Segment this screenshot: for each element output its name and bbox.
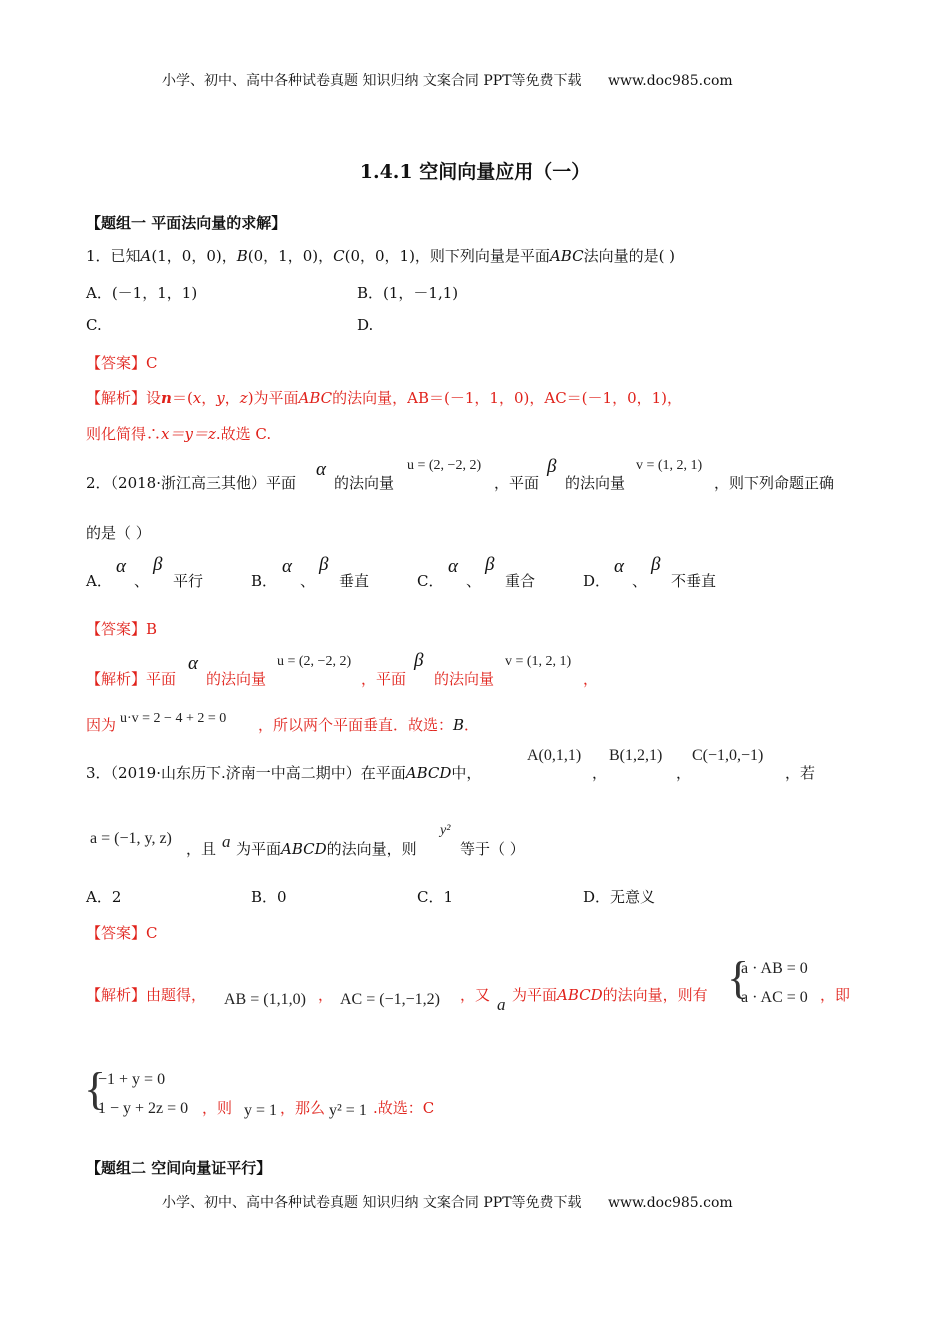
question-2-option-a-text: 平行 — [173, 572, 204, 590]
question-1-answer: 【答案】C — [86, 354, 158, 372]
comma: ， — [676, 764, 692, 782]
beta-symbol: β — [153, 554, 163, 575]
separator: 、 — [134, 572, 150, 590]
question-3-explanation-choose: .故选：C — [373, 1099, 435, 1117]
question-3-option-d: D．无意义 — [583, 888, 656, 906]
system-brace-1: { — [727, 952, 750, 1003]
beta-symbol: β — [319, 554, 329, 575]
question-2-option-d: D． — [583, 572, 611, 590]
page-header — [162, 70, 733, 90]
beta-symbol: β — [485, 554, 495, 575]
system-2-line-1: −1 + y = 0 — [98, 1071, 166, 1088]
question-3-if: ，若 — [785, 764, 816, 782]
page-title: 1.4.1 空间向量应用（一） — [359, 161, 591, 183]
y-equals-one: y = 1 — [244, 1102, 278, 1119]
system-brace-2: { — [84, 1063, 107, 1114]
question-3-explanation-also: ，又 — [460, 986, 491, 1004]
question-1-option-c: C. — [86, 316, 102, 334]
question-1-option-b: B．(1，－1,1) — [357, 284, 459, 302]
alpha-symbol: α — [316, 459, 326, 480]
system-1-line-2: a · AC = 0 — [741, 989, 808, 1006]
question-2-option-c-text: 重合 — [505, 572, 536, 590]
page-footer — [162, 1192, 733, 1212]
section-heading-2: 【题组二 空间向量证平行】 — [86, 1159, 272, 1177]
comma: ， — [592, 764, 608, 782]
question-3-option-b: B．0 — [251, 888, 287, 906]
system-2-line-2: 1 − y + 2z = 0 — [98, 1100, 189, 1117]
question-2-answer: 【答案】B — [86, 620, 158, 638]
question-2-stem-normal: 的法向量 — [334, 474, 395, 492]
y-squared-equals-one: y² = 1 — [329, 1102, 367, 1119]
vector-u-formula: u = (2, −2, 2) — [407, 458, 482, 473]
question-1-option-a: A．(－1，1，1) — [86, 284, 198, 302]
separator: 、 — [300, 572, 316, 590]
alpha-symbol: α — [614, 556, 624, 577]
point-c: C(−1,0,−1) — [692, 747, 764, 764]
beta-symbol: β — [651, 554, 661, 575]
beta-symbol: β — [547, 456, 557, 477]
question-2-option-b: B． — [251, 572, 278, 590]
separator: 、 — [632, 572, 648, 590]
question-2-option-c: C． — [417, 572, 444, 590]
question-3-explanation-ie: ，即 — [820, 986, 851, 1004]
question-3-option-c: C．1 — [417, 888, 454, 906]
alpha-symbol: α — [282, 556, 292, 577]
alpha-symbol: α — [188, 653, 198, 674]
point-a: A(0,1,1) — [527, 747, 582, 764]
question-3-stem-2: 为平面ABCD的法向量，则 — [236, 840, 417, 858]
question-3-and: ，且 — [186, 840, 217, 858]
vector-ab: AB = (1,1,0) — [224, 991, 306, 1008]
question-2-option-b-text: 垂直 — [339, 572, 370, 590]
question-3-stem: 3．（2019·山东历下.济南一中高二期中）在平面ABCD中， — [86, 764, 482, 782]
question-1-stem: 1．已知A(1，0，0)，B(0，1，0)，C(0，0，1)，则下列向量是平面ABC法向量的是( ) — [86, 247, 676, 265]
question-1-explanation-line-1: 【解析】设n＝(x，y，z)为平面ABC的法向量，AB＝(－1，1，0)，AC＝(－1，0，1)， — [86, 389, 683, 407]
question-3-stem-end: 等于（ ） — [460, 840, 525, 858]
question-3-explanation-plane: 为平面ABCD的法向量，则有 — [512, 986, 708, 1004]
alpha-symbol: α — [116, 556, 126, 577]
question-2-explanation-conclusion: ，所以两个平面垂直．故选：B． — [258, 716, 480, 734]
vector-ac: AC = (−1,−1,2) — [340, 991, 440, 1008]
beta-symbol: β — [414, 650, 424, 671]
question-2-option-d-text: 不垂直 — [671, 572, 717, 590]
question-2-stem-normal-2: 的法向量 — [565, 474, 626, 492]
question-2-option-a: A． — [86, 572, 112, 590]
footer-text: 小学、初中、高中各种试卷真题 知识归纳 文案合同 PPT等免费下载 — [162, 1195, 582, 1211]
question-2-stem-end: 的是（ ） — [86, 524, 151, 542]
header-url[interactable]: www.doc985.com — [607, 73, 733, 89]
question-1-explanation-line-2: 则化简得∴x＝y＝z.故选 C. — [86, 425, 272, 443]
question-3-explanation-then: ，则 — [202, 1099, 233, 1117]
explanation-vector-v: v = (1, 2, 1) — [505, 654, 572, 669]
y-squared: y² — [440, 823, 451, 838]
vector-a-formula: a = (−1, y, z) — [90, 830, 172, 847]
question-2-stem-prefix: 2．（2018·浙江高三其他）平面 — [86, 474, 296, 492]
question-1-option-d: D. — [357, 316, 374, 334]
dot-product-formula: u·v = 2 − 4 + 2 = 0 — [120, 711, 227, 726]
question-2-explanation-start: 【解析】平面 — [86, 670, 177, 688]
question-2-stem-plane: ，平面 — [494, 474, 540, 492]
system-1-line-1: a · AB = 0 — [741, 960, 808, 977]
question-3-explanation-start: 【解析】由题得， — [86, 986, 207, 1004]
vector-a: a — [222, 832, 231, 851]
question-2-explanation-plane: ，平面 — [361, 670, 407, 688]
comma: ， — [318, 986, 334, 1004]
footer-url[interactable]: www.doc985.com — [607, 1195, 733, 1211]
question-2-explanation-because: 因为 — [86, 716, 117, 734]
question-3-option-a: A．2 — [86, 888, 122, 906]
vector-a: a — [497, 995, 506, 1014]
question-2-explanation-normal-2: 的法向量 — [434, 670, 495, 688]
comma: ， — [583, 670, 599, 688]
question-2-explanation-normal: 的法向量 — [206, 670, 267, 688]
separator: 、 — [466, 572, 482, 590]
question-2-stem-suffix: ，则下列命题正确 — [714, 474, 835, 492]
alpha-symbol: α — [448, 556, 458, 577]
question-3-answer: 【答案】C — [86, 924, 158, 942]
question-3-explanation-so: ，那么 — [280, 1099, 326, 1117]
vector-v-formula: v = (1, 2, 1) — [636, 458, 703, 473]
header-text: 小学、初中、高中各种试卷真题 知识归纳 文案合同 PPT等免费下载 — [162, 73, 582, 89]
section-heading-1: 【题组一 平面法向量的求解】 — [86, 214, 287, 232]
explanation-vector-u: u = (2, −2, 2) — [277, 654, 352, 669]
point-b: B(1,2,1) — [609, 747, 663, 764]
